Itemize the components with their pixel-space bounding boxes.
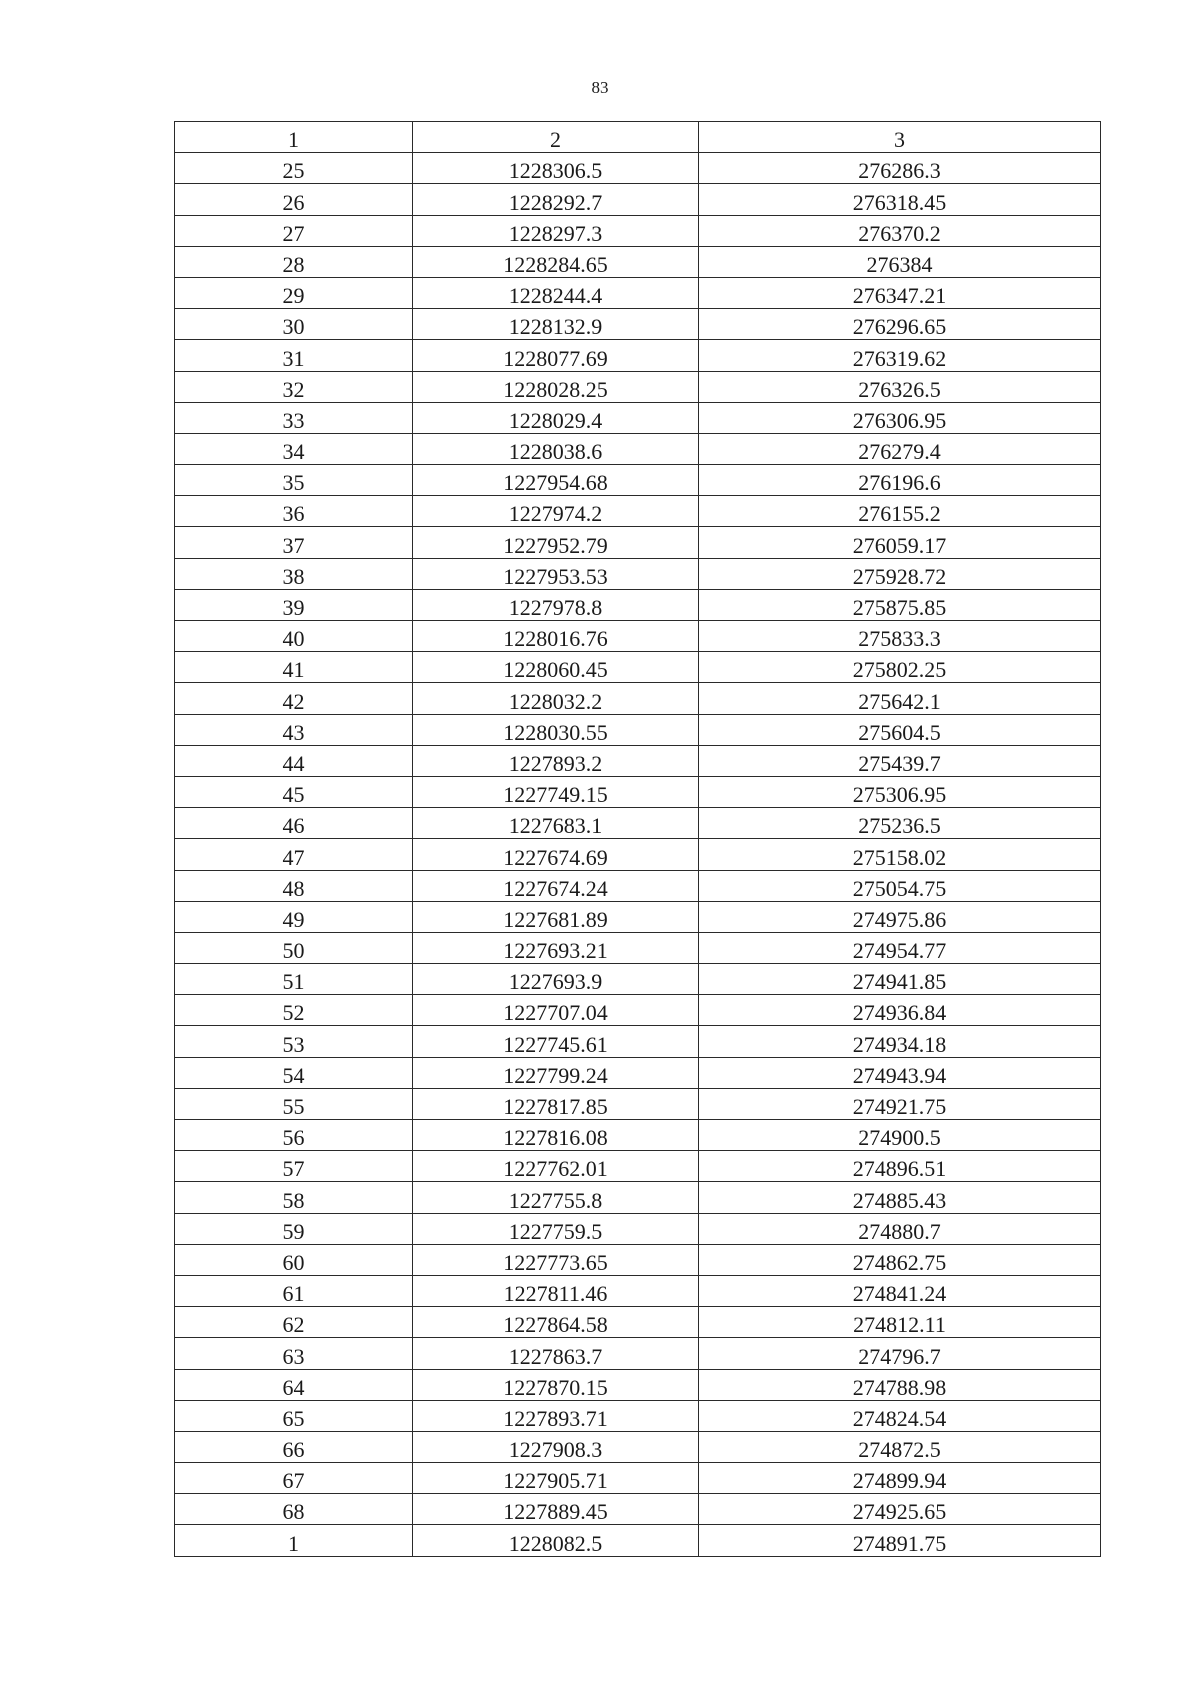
table-cell-col-3: 274824.54 (699, 1400, 1101, 1431)
table-cell-col-2: 1227693.9 (413, 964, 699, 995)
table-cell-col-1: 39 (175, 589, 413, 620)
table-row (175, 745, 1101, 776)
table-cell-col-1: 38 (175, 558, 413, 589)
table-cell-col-3: 274812.11 (699, 1307, 1101, 1338)
table-cell-col-3: 274796.7 (699, 1338, 1101, 1369)
table-cell-col-2: 1227707.04 (413, 995, 699, 1026)
table-cell-col-1: 61 (175, 1275, 413, 1306)
table-row (175, 1369, 1101, 1400)
table-cell-col-2: 1227908.3 (413, 1431, 699, 1462)
table-cell-col-3: 274872.5 (699, 1431, 1101, 1462)
table-body (175, 153, 1101, 1556)
table-row (175, 683, 1101, 714)
page-number: 83 (591, 78, 609, 97)
table-row (175, 465, 1101, 496)
table-cell-col-3: 274900.5 (699, 1120, 1101, 1151)
table-cell-col-2: 1228244.4 (413, 277, 699, 308)
table-cell-col-3: 274891.75 (699, 1525, 1101, 1556)
table-cell-col-3: 275054.75 (699, 870, 1101, 901)
table-cell-col-2: 1227952.79 (413, 527, 699, 558)
table-cell-col-3: 276319.62 (699, 340, 1101, 371)
table-cell-col-3: 274975.86 (699, 901, 1101, 932)
table-cell-col-1: 66 (175, 1431, 413, 1462)
table-cell-col-3: 275439.7 (699, 745, 1101, 776)
table-cell-col-1: 41 (175, 652, 413, 683)
table-cell-col-1: 37 (175, 527, 413, 558)
table-cell-col-2: 1228060.45 (413, 652, 699, 683)
table-cell-col-1: 53 (175, 1026, 413, 1057)
table-cell-col-2: 1227681.89 (413, 901, 699, 932)
table-cell-col-3: 275928.72 (699, 558, 1101, 589)
table-cell-col-1: 47 (175, 839, 413, 870)
table-cell-col-1: 35 (175, 465, 413, 496)
table-cell-col-1: 59 (175, 1213, 413, 1244)
table-cell-col-3: 275604.5 (699, 714, 1101, 745)
table-cell-col-1: 32 (175, 371, 413, 402)
table-cell-col-2: 1228306.5 (413, 153, 699, 184)
table-cell-col-1: 50 (175, 932, 413, 963)
table-row (175, 1275, 1101, 1306)
table-cell-col-2: 1227816.08 (413, 1120, 699, 1151)
table-cell-col-1: 57 (175, 1151, 413, 1182)
table-row (175, 964, 1101, 995)
table-cell-col-2: 1228028.25 (413, 371, 699, 402)
table-cell-col-3: 274934.18 (699, 1026, 1101, 1057)
table-cell-col-1: 36 (175, 496, 413, 527)
table-cell-col-1: 30 (175, 309, 413, 340)
table-cell-col-1: 62 (175, 1307, 413, 1338)
table-cell-col-3: 274788.98 (699, 1369, 1101, 1400)
table-row (175, 433, 1101, 464)
table-row (175, 870, 1101, 901)
table-cell-col-2: 1227889.45 (413, 1494, 699, 1525)
table-cell-col-1: 64 (175, 1369, 413, 1400)
table-cell-col-1: 63 (175, 1338, 413, 1369)
table-cell-col-2: 1227745.61 (413, 1026, 699, 1057)
table-row (175, 1400, 1101, 1431)
table-cell-col-1: 43 (175, 714, 413, 745)
table-cell-col-2: 1227870.15 (413, 1369, 699, 1400)
table-cell-col-2: 1228292.7 (413, 184, 699, 215)
table-cell-col-1: 34 (175, 433, 413, 464)
table-cell-col-3: 276286.3 (699, 153, 1101, 184)
table-row (175, 496, 1101, 527)
table-row (175, 776, 1101, 807)
table-row (175, 1338, 1101, 1369)
table-cell-col-3: 276384 (699, 246, 1101, 277)
table-cell-col-3: 275306.95 (699, 776, 1101, 807)
table-row (175, 184, 1101, 215)
table-cell-col-2: 1227811.46 (413, 1275, 699, 1306)
table-cell-col-1: 27 (175, 215, 413, 246)
table-cell-col-3: 274954.77 (699, 932, 1101, 963)
table-cell-col-1: 55 (175, 1088, 413, 1119)
table-row (175, 153, 1101, 184)
table-cell-col-1: 49 (175, 901, 413, 932)
table-cell-col-2: 1228284.65 (413, 246, 699, 277)
header-cell-3: 3 (699, 122, 1101, 153)
table-cell-col-2: 1227974.2 (413, 496, 699, 527)
table-row (175, 527, 1101, 558)
table-row (175, 309, 1101, 340)
table-row (175, 652, 1101, 683)
table-cell-col-1: 40 (175, 621, 413, 652)
table-cell-col-3: 276196.6 (699, 465, 1101, 496)
table-row (175, 808, 1101, 839)
table-cell-col-1: 54 (175, 1057, 413, 1088)
table-cell-col-1: 28 (175, 246, 413, 277)
table-row (175, 1463, 1101, 1494)
table-cell-col-2: 1227755.8 (413, 1182, 699, 1213)
table-row (175, 340, 1101, 371)
table-cell-col-2: 1227893.2 (413, 745, 699, 776)
table-row (175, 371, 1101, 402)
table-row (175, 839, 1101, 870)
table-cell-col-3: 275833.3 (699, 621, 1101, 652)
table-cell-col-2: 1227905.71 (413, 1463, 699, 1494)
table-row (175, 1151, 1101, 1182)
table-cell-col-3: 275642.1 (699, 683, 1101, 714)
table-cell-col-1: 44 (175, 745, 413, 776)
table-cell-col-2: 1227863.7 (413, 1338, 699, 1369)
table-cell-col-2: 1228082.5 (413, 1525, 699, 1556)
table-cell-col-3: 276155.2 (699, 496, 1101, 527)
table-cell-col-2: 1227799.24 (413, 1057, 699, 1088)
table-cell-col-2: 1227978.8 (413, 589, 699, 620)
table-cell-col-3: 274925.65 (699, 1494, 1101, 1525)
table-cell-col-3: 276279.4 (699, 433, 1101, 464)
table-cell-col-2: 1227749.15 (413, 776, 699, 807)
table-cell-col-3: 274936.84 (699, 995, 1101, 1026)
header-cell-1: 1 (175, 122, 413, 153)
table-cell-col-1: 67 (175, 1463, 413, 1494)
table-cell-col-3: 275158.02 (699, 839, 1101, 870)
table-cell-col-3: 276326.5 (699, 371, 1101, 402)
table-cell-col-2: 1227762.01 (413, 1151, 699, 1182)
table-cell-col-2: 1228077.69 (413, 340, 699, 371)
table-cell-col-1: 48 (175, 870, 413, 901)
table-cell-col-2: 1227954.68 (413, 465, 699, 496)
header-cell-2: 2 (413, 122, 699, 153)
table-cell-col-1: 60 (175, 1244, 413, 1275)
table-cell-col-2: 1227674.24 (413, 870, 699, 901)
table-row (175, 215, 1101, 246)
table-row (175, 1213, 1101, 1244)
table-row (175, 402, 1101, 433)
table-row (175, 246, 1101, 277)
table-cell-col-2: 1227893.71 (413, 1400, 699, 1431)
table-cell-col-3: 276296.65 (699, 309, 1101, 340)
table-cell-col-1: 56 (175, 1120, 413, 1151)
table-cell-col-1: 58 (175, 1182, 413, 1213)
table-row (175, 1182, 1101, 1213)
table-row (175, 558, 1101, 589)
table-cell-col-2: 1228038.6 (413, 433, 699, 464)
table-row (175, 1057, 1101, 1088)
table-cell-col-2: 1228016.76 (413, 621, 699, 652)
table-cell-col-1: 42 (175, 683, 413, 714)
table-row (175, 1494, 1101, 1525)
table-cell-col-1: 45 (175, 776, 413, 807)
table-row (175, 589, 1101, 620)
table-cell-col-2: 1227773.65 (413, 1244, 699, 1275)
table-cell-col-3: 274862.75 (699, 1244, 1101, 1275)
table-cell-col-1: 46 (175, 808, 413, 839)
header-row (175, 122, 1101, 153)
table-cell-col-3: 274885.43 (699, 1182, 1101, 1213)
table-cell-col-3: 276306.95 (699, 402, 1101, 433)
table-cell-col-3: 276318.45 (699, 184, 1101, 215)
table-cell-col-1: 52 (175, 995, 413, 1026)
table-cell-col-2: 1227817.85 (413, 1088, 699, 1119)
table-cell-col-2: 1228297.3 (413, 215, 699, 246)
table-header (175, 122, 1101, 153)
table-cell-col-1: 26 (175, 184, 413, 215)
table-cell-col-2: 1227683.1 (413, 808, 699, 839)
table-cell-col-2: 1228030.55 (413, 714, 699, 745)
table-cell-col-1: 25 (175, 153, 413, 184)
table-cell-col-3: 275875.85 (699, 589, 1101, 620)
table-cell-col-3: 274841.24 (699, 1275, 1101, 1306)
table-cell-col-2: 1227864.58 (413, 1307, 699, 1338)
table-row (175, 277, 1101, 308)
table-row (175, 1307, 1101, 1338)
table-cell-col-3: 274941.85 (699, 964, 1101, 995)
table-cell-col-1: 1 (175, 1525, 413, 1556)
table-cell-col-3: 275236.5 (699, 808, 1101, 839)
table-row (175, 1026, 1101, 1057)
table-cell-col-2: 1227674.69 (413, 839, 699, 870)
table-cell-col-3: 275802.25 (699, 652, 1101, 683)
coordinates-table (174, 121, 1101, 1557)
table-cell-col-2: 1227693.21 (413, 932, 699, 963)
table-cell-col-3: 274943.94 (699, 1057, 1101, 1088)
table-cell-col-1: 65 (175, 1400, 413, 1431)
table-row (175, 901, 1101, 932)
table-cell-col-3: 276370.2 (699, 215, 1101, 246)
table-row (175, 1120, 1101, 1151)
table-cell-col-2: 1228032.2 (413, 683, 699, 714)
table-cell-col-3: 274880.7 (699, 1213, 1101, 1244)
table-cell-col-3: 274899.94 (699, 1463, 1101, 1494)
table-cell-col-1: 51 (175, 964, 413, 995)
table-cell-col-2: 1227759.5 (413, 1213, 699, 1244)
table-cell-col-1: 29 (175, 277, 413, 308)
table-cell-col-3: 276347.21 (699, 277, 1101, 308)
table-cell-col-1: 31 (175, 340, 413, 371)
table-row (175, 621, 1101, 652)
table-cell-col-3: 276059.17 (699, 527, 1101, 558)
table-cell-col-2: 1228132.9 (413, 309, 699, 340)
table-row (175, 1088, 1101, 1119)
table-cell-col-1: 68 (175, 1494, 413, 1525)
table-cell-col-3: 274921.75 (699, 1088, 1101, 1119)
table-cell-col-2: 1228029.4 (413, 402, 699, 433)
table-row (175, 1525, 1101, 1556)
table-cell-col-1: 33 (175, 402, 413, 433)
table-row (175, 714, 1101, 745)
table-row (175, 932, 1101, 963)
table-row (175, 1431, 1101, 1462)
table-row (175, 995, 1101, 1026)
table-cell-col-3: 274896.51 (699, 1151, 1101, 1182)
table-cell-col-2: 1227953.53 (413, 558, 699, 589)
table-row (175, 1244, 1101, 1275)
